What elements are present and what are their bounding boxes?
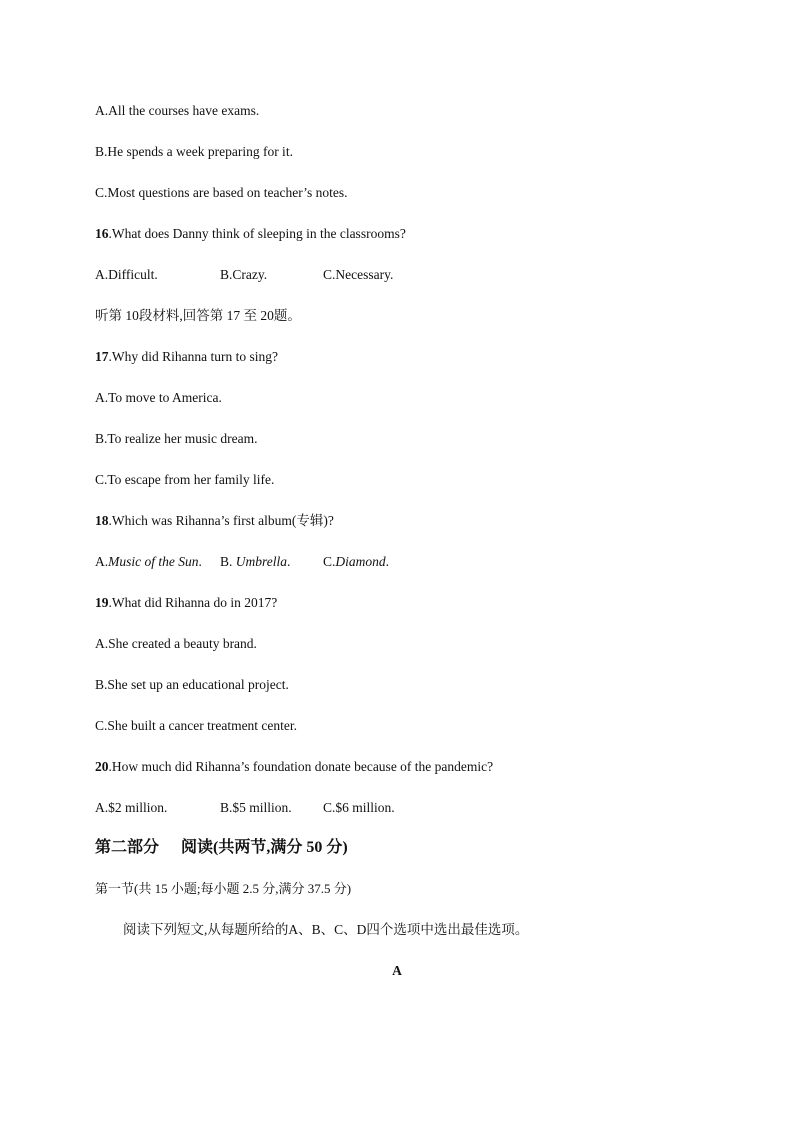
q16-option-c: C.Necessary.	[323, 267, 394, 282]
part-two-title: 第二部分	[95, 839, 160, 856]
reading-instruction: 阅读下列短文,从每题所给的A、B、C、D四个选项中选出最佳选项。	[123, 922, 529, 937]
q17-option-b: B.To realize her music dream.	[95, 431, 258, 446]
q18-option-c-prefix: C.	[323, 554, 336, 569]
q19-text: .What did Rihanna do in 2017?	[108, 595, 278, 610]
q20-option-c: C.$6 million.	[323, 800, 395, 815]
q20-question	[95, 758, 493, 776]
q20-number: 20	[95, 759, 109, 774]
q16-option-a: A.Difficult.	[95, 267, 158, 282]
q16-options	[95, 266, 695, 284]
section-one-heading: 第一节(共 15 小题;每小题 2.5 分,满分 37.5 分)	[95, 881, 352, 896]
q18-option-c-period: .	[385, 554, 390, 569]
q18-option-a	[95, 553, 202, 571]
q16-option-b: B.Crazy.	[220, 267, 268, 282]
q15-option-c: C.Most questions are based on teacher’s notes.	[95, 185, 348, 200]
q18-option-b-title: Umbrella	[235, 554, 288, 569]
q16-text: .What does Danny think of sleeping in the classrooms?	[108, 226, 406, 241]
q18-number: 18	[95, 513, 109, 528]
q17-option-c: C.To escape from her family life.	[95, 472, 275, 487]
q18-option-b-prefix: B.	[220, 554, 236, 569]
q20-option-a: A.$2 million.	[95, 800, 168, 815]
q20-option-b: B.$5 million.	[220, 800, 292, 815]
q18-option-b-period: .	[287, 554, 291, 569]
q18-option-a-title: Music of the Sun	[108, 554, 199, 569]
passage-label: A	[392, 963, 402, 978]
listening-instruction: 听第 10段材料,回答第 17 至 20题。	[95, 308, 301, 323]
q19-question	[95, 594, 277, 612]
q16-number: 16	[95, 226, 109, 241]
q18-option-a-period: .	[198, 554, 202, 569]
q18-option-a-prefix: A.	[95, 554, 109, 569]
q16-question	[95, 225, 406, 243]
q15-option-b: B.He spends a week preparing for it.	[95, 144, 293, 159]
q20-options	[95, 799, 695, 817]
q17-option-a: A.To move to America.	[95, 390, 222, 405]
q19-option-a: A.She created a beauty brand.	[95, 636, 257, 651]
q17-number: 17	[95, 349, 109, 364]
q18-option-b	[220, 553, 290, 571]
q20-text: .How much did Rihanna’s foundation donate because of the pandemic?	[108, 759, 494, 774]
q18-question	[95, 512, 334, 530]
q17-text: .Why did Rihanna turn to sing?	[108, 349, 278, 364]
q18-option-c-title: Diamond	[335, 554, 386, 569]
q15-option-a: A.All the courses have exams.	[95, 103, 260, 118]
q19-option-b: B.She set up an educational project.	[95, 677, 289, 692]
part-two-heading	[95, 838, 348, 858]
part-two-subtitle: 阅读(共两节,满分 50 分)	[181, 839, 348, 856]
q17-question	[95, 348, 278, 366]
q18-option-c	[323, 553, 389, 571]
q19-option-c: C.She built a cancer treatment center.	[95, 718, 298, 733]
q18-text: .Which was Rihanna’s first album(专辑)?	[108, 513, 334, 528]
q19-number: 19	[95, 595, 109, 610]
q18-options	[95, 553, 695, 571]
